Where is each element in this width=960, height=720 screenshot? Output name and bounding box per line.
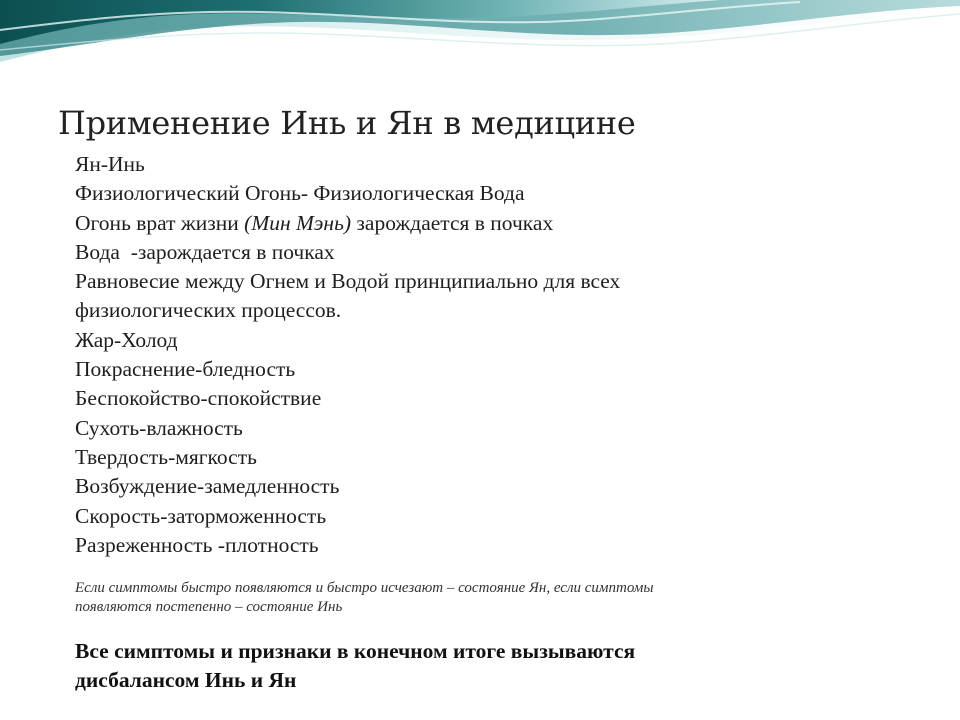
content-line: Физиологический Огонь- Физиологическая Вода (75, 181, 525, 206)
content-line: Беспокойство-спокойствие (75, 386, 322, 411)
content-line: физиологических процессов. (75, 298, 342, 323)
line-text-before: Огонь врат жизни (75, 210, 245, 235)
content-line: Вода -зарождается в почках (75, 239, 335, 264)
note-line-2: появляются постепенно – состояние Инь (75, 599, 343, 615)
line-text-italic: (Мин Мэнь) (244, 210, 352, 235)
line-text-after: зарождается в почках (351, 210, 554, 235)
slide-title: Применение Инь и Ян в медицине (58, 104, 636, 142)
content-line: Твердость-мягкость (75, 444, 257, 469)
content-list (75, 150, 620, 560)
content-line: Скорость-заторможенность (75, 503, 327, 528)
bold-conclusion (75, 637, 635, 695)
header-wave-decoration (0, 0, 960, 75)
content-line: Ян-Инь (75, 152, 145, 176)
content-line: Равновесие между Огнем и Водой принципиально для всех (75, 269, 621, 294)
content-line: Разреженность -плотность (75, 532, 319, 557)
content-line: Жар-Холод (75, 327, 178, 352)
note-line-1: Если симптомы быстро появляются и быстро исчезают – состояние Ян, если симптомы (75, 580, 654, 596)
content-line: Сухоть-влажность (75, 415, 243, 440)
italic-note (75, 579, 653, 617)
content-line: Возбуждение-замедленность (75, 474, 340, 499)
content-line (75, 209, 620, 238)
conclusion-line-1: Все симптомы и признаки в конечном итоге вызываются (75, 639, 636, 663)
conclusion-line-2: дисбалансом Инь и Ян (75, 668, 297, 692)
content-line: Покраснение-бледность (75, 357, 296, 382)
